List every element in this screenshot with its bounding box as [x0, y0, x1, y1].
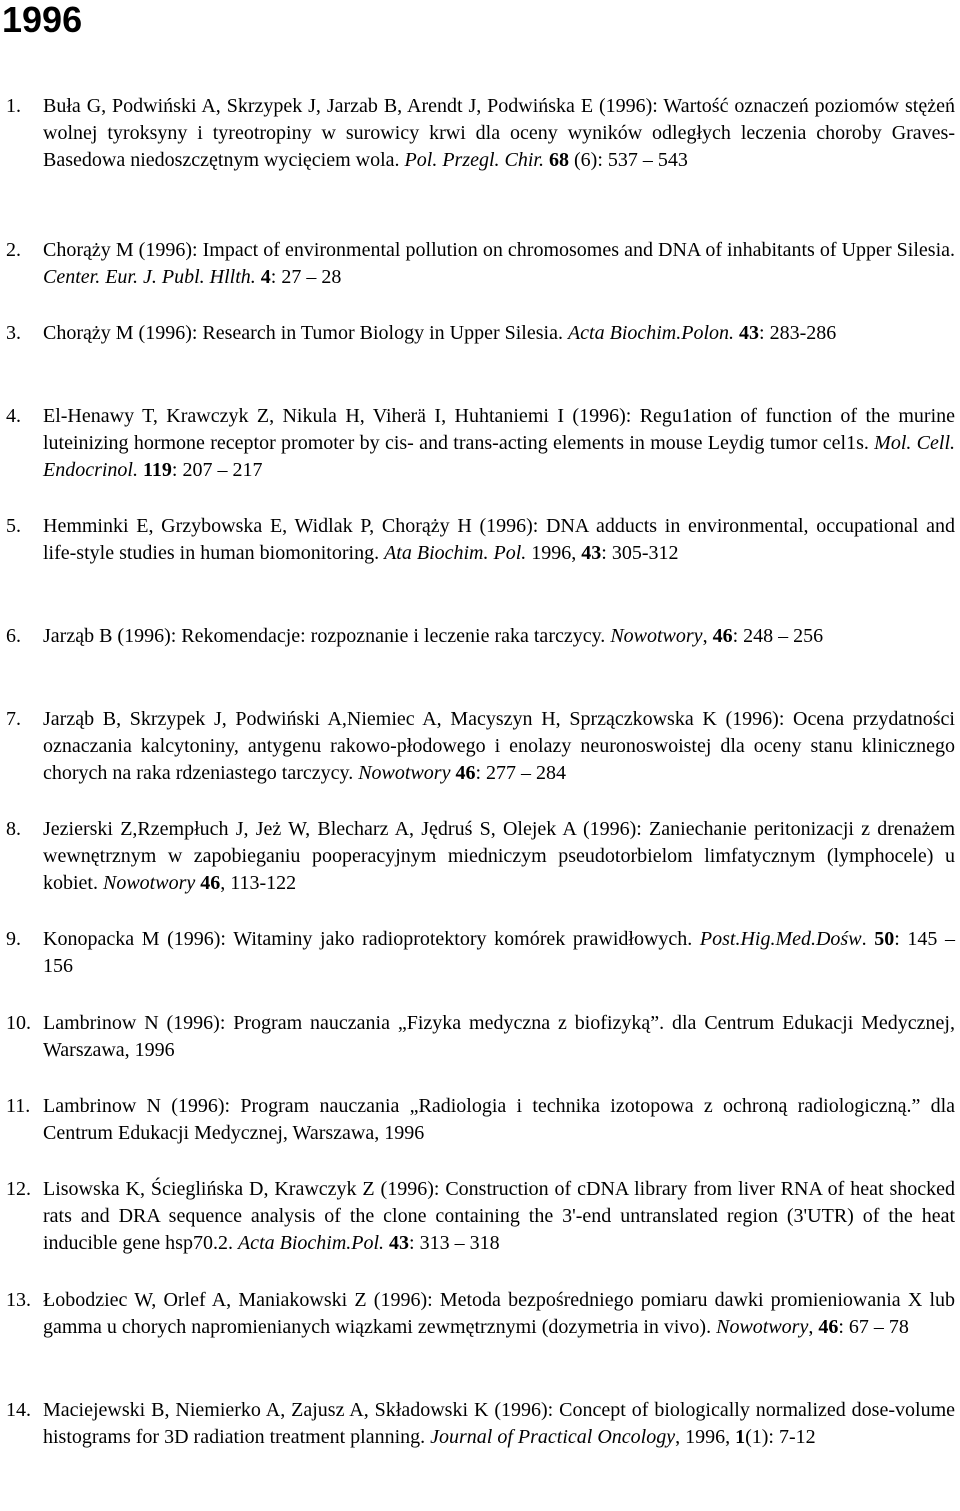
reference-citation: Lambrinow N (1996): Program nauczania „Fizyka medyczna z biofizyką”. dla Centrum Edukacji Medycznej, Warszawa, 1996: [43, 1012, 955, 1061]
reference-text: [43, 816, 955, 897]
reference-text: [43, 1287, 955, 1341]
reference-text: [43, 237, 955, 291]
volume-number: 50: [874, 928, 895, 950]
reference-number: 4.: [6, 405, 21, 427]
reference-number: 10.: [6, 1012, 31, 1034]
reference-citation: El-Henawy T, Krawczyk Z, Nikula H, Viherä I, Huhtaniemi I (1996): Regu1ation of function of the murine luteinizing hormone receptor promoter by cis- and trans-acting elements in mouse Leydig tumor cel1s.: [43, 405, 955, 454]
reference-pages: : 248 – 256: [732, 625, 824, 647]
reference-citation: Jezierski Z,Rzempłuch J, Jeż W, Blecharz A, Jędruś S, Olejek A (1996): Zaniechanie peritonizacji z drenażem wewnętrznym w zapobieganiu pooperacyjnym miedniczym pseudotorbielom limfatycznym (lymphocele) u kobiet.: [43, 818, 955, 894]
reference-separator: 1996,: [526, 542, 582, 564]
reference-separator: , 1996,: [675, 1426, 736, 1448]
reference-pages: (6): 537 – 543: [569, 149, 688, 171]
reference-number: 9.: [6, 928, 21, 950]
reference-citation: Jarząb B (1996): Rekomendacje: rozpoznanie i leczenie raka tarczycy.: [43, 625, 611, 647]
reference-pages: (1): 7-12: [745, 1426, 816, 1448]
journal-name: Nowotwory: [716, 1316, 809, 1338]
reference-pages: : 67 – 78: [838, 1316, 909, 1338]
reference-pages: : 305-312: [601, 542, 679, 564]
reference-pages: : 145 – 156: [43, 928, 955, 977]
volume-number: 119: [143, 459, 172, 481]
reference-text: [43, 1010, 955, 1064]
volume-number: 68: [549, 149, 569, 171]
reference-number: 3.: [6, 322, 21, 344]
reference-text: [43, 926, 955, 980]
reference-separator: ,: [702, 625, 713, 647]
reference-text: [43, 706, 955, 787]
reference-text: [43, 1176, 955, 1257]
journal-name: Journal of Practical Oncology: [430, 1426, 676, 1448]
reference-citation: Chorąży M (1996): Impact of environmental pollution on chromosomes and DNA of inhabitants of Upper Silesia.: [43, 239, 955, 261]
reference-number: 5.: [6, 515, 21, 537]
reference-citation: Maciejewski B, Niemierko A, Zajusz A, Składowski K (1996): Concept of biologically normalized dose-volume histograms for 3D radiation treatment planning.: [43, 1399, 955, 1448]
volume-number: 46: [455, 762, 476, 784]
reference-number: 11.: [6, 1095, 31, 1117]
volume-number: 43: [581, 542, 602, 564]
volume-number: 46: [200, 872, 221, 894]
reference-citation: Konopacka M (1996): Witaminy jako radioprotektory komórek prawidłowych.: [43, 928, 700, 950]
journal-name: Nowotwory: [610, 625, 703, 647]
page-title: 1996: [2, 0, 83, 40]
reference-text: [43, 513, 955, 567]
reference-citation: Chorąży M (1996): Research in Tumor Biology in Upper Silesia.: [43, 322, 568, 344]
reference-text: [43, 623, 955, 650]
reference-text: [43, 93, 955, 174]
reference-citation: Jarząb B, Skrzypek J, Podwiński A,Niemiec A, Macyszyn H, Sprzączkowska K (1996): Ocena przydatności oznaczania kalcytoniny, antygenu rakowo-płodowego i enolazy neuronoswoistej dla oceny stanu klinicznego chorych na raka rdzeniastego tarczycy.: [43, 708, 955, 784]
reference-citation: Buła G, Podwiński A, Skrzypek J, Jarzab B, Arendt J, Podwińska E (1996): Wartość oznaczeń poziomów stężeń wolnej tyroksyny i tyreotropiny w surowicy krwi dla oceny wyników odległych leczenia choroby Graves-Basedowa niedoszczętnym wycięciem wola.: [43, 95, 955, 171]
journal-name: Pol. Przegl. Chir.: [404, 149, 544, 171]
reference-citation: Lisowska K, Ścieglińska D, Krawczyk Z (1996): Construction of cDNA library from liver RNA of heat shocked rats and DRA sequence analysis of the clone containing the 3'-end untranslated region (3'UTR) of the heat inducible gene hsp70.2.: [43, 1178, 955, 1254]
reference-citation: Hemminki E, Grzybowska E, Widlak P, Chorąży H (1996): DNA adducts in environmental, occupational and life-style studies in human biomonitoring.: [43, 515, 955, 564]
reference-text: [43, 320, 955, 347]
reference-text: [43, 403, 955, 484]
reference-pages: : 283-286: [759, 322, 837, 344]
volume-number: 46: [818, 1316, 839, 1338]
reference-number: 14.: [6, 1399, 31, 1421]
reference-citation: Lambrinow N (1996): Program nauczania „Radiologia i technika izotopowa z ochroną radiologiczną.” dla Centrum Edukacji Medycznej, Warszawa, 1996: [43, 1095, 955, 1144]
journal-name: Acta Biochim.Pol.: [237, 1232, 385, 1254]
reference-number: 8.: [6, 818, 21, 840]
reference-pages: : 27 – 28: [270, 266, 342, 288]
reference-text: [43, 1397, 955, 1451]
reference-pages: : 313 – 318: [409, 1232, 500, 1254]
journal-name: Post.Hig.Med.Dośw: [699, 928, 862, 950]
volume-number: 43: [739, 322, 760, 344]
reference-separator: ,: [808, 1316, 819, 1338]
reference-number: 6.: [6, 625, 21, 647]
reference-text: [43, 1093, 955, 1147]
journal-name: Ata Biochim. Pol.: [384, 542, 527, 564]
reference-number: 1.: [6, 95, 21, 117]
reference-number: 2.: [6, 239, 21, 261]
journal-name: Nowotwory: [358, 762, 451, 784]
volume-number: 43: [389, 1232, 410, 1254]
reference-number: 7.: [6, 708, 21, 730]
reference-citation: Łobodziec W, Orlef A, Maniakowski Z (1996): Metoda bezpośredniego pomiaru dawki promieniowania X lub gamma u chorych napromienianych wiązkami zewmętrznymi (dozymetria in vivo).: [43, 1289, 955, 1338]
reference-pages: : 277 – 284: [475, 762, 567, 784]
journal-name: Center. Eur. J. Publ. Hllth.: [43, 266, 256, 288]
reference-number: 12.: [6, 1178, 31, 1200]
volume-number: 46: [712, 625, 733, 647]
reference-number: 13.: [6, 1289, 31, 1311]
journal-name: Nowotwory: [103, 872, 196, 894]
journal-name: Mol. Cell. Endocrinol.: [43, 432, 956, 481]
volume-number: 1: [735, 1426, 746, 1448]
reference-separator: .: [861, 928, 875, 950]
journal-name: Acta Biochim.Polon.: [567, 322, 735, 344]
reference-pages: , 113-122: [220, 872, 297, 894]
reference-pages: : 207 – 217: [171, 459, 263, 481]
volume-number: 4: [260, 266, 271, 288]
